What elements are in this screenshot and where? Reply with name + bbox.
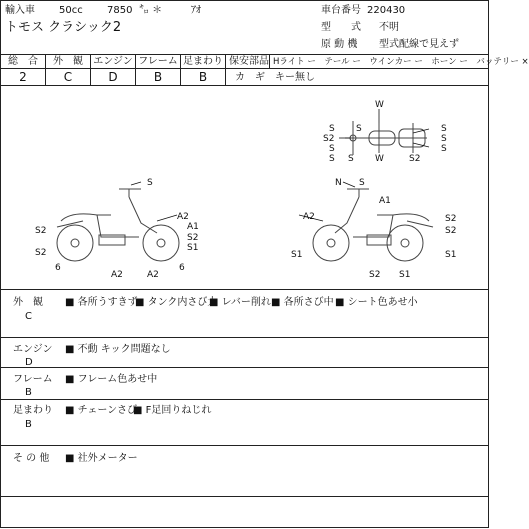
mark: A1 [379,196,391,206]
section-engine-label: エンジン [13,344,53,355]
parts-label: 保安部品 [229,56,269,67]
right-view-marks [291,178,456,280]
mark: S2 [409,154,421,164]
mark: S [441,144,447,154]
type-value: 不明 [379,22,399,33]
mark: S [441,124,447,134]
grade-table-top-line [1,54,488,55]
mark: W [375,154,384,164]
parts-row1: Hライト ー テール ー ウインカー ー ホーン ー バッテリー × [273,57,529,67]
mark: A2 [303,212,315,222]
mark: S2 [35,248,47,258]
mark: A2 [147,270,159,280]
mark: 6 [55,263,61,273]
grade-engine-label: エンジン [93,56,133,67]
mark: S1 [399,270,411,280]
note: ■ チェーンさび [65,405,138,416]
damage-diagram [1,93,488,293]
note: ■ F足回りねじれ [133,405,212,416]
grade-exterior-value: C [63,70,73,84]
frame-no-label: 車台番号 [321,5,361,16]
grade-frame-value: B [153,70,163,84]
parts-mid-line [226,68,488,69]
mark: W [375,100,384,110]
section-line [1,337,488,338]
section-line [1,367,488,368]
grade-engine-value: D [108,70,118,84]
note: ■ シート色あせ小 [335,297,418,308]
section-line [1,289,488,290]
section-suspension-label: 足まわり [13,405,53,416]
grade-frame-label: フレーム [138,56,178,67]
note: ■ タンク内さび大 [135,297,218,308]
frame-no-value: 220430 [367,5,406,16]
section-suspension-grade: B [25,419,32,430]
parts-row2: カ ギ キー無し [235,72,315,83]
mark: S2 [323,134,335,144]
mark: S [329,124,335,134]
engine-label: 原 動 機 [321,39,358,50]
note: ■ フレーム色あせ中 [65,374,158,385]
engine-value: 型式配線で見えず [379,39,459,50]
mark: S [329,144,335,154]
mark: A2 [177,212,189,222]
mark: S2 [35,226,47,236]
note: ■ 社外メーター [65,453,138,464]
grade-overall-label: 総 合 [8,56,38,67]
mileage-unit: ㌔ ＊ [139,5,163,16]
parts-divider [269,54,270,68]
note: ■ 各所うすきず [65,297,138,308]
mark: S1 [187,243,199,253]
mark: S [359,178,365,188]
section-frame-grade: B [25,387,32,398]
top-view-marks [323,100,447,164]
mark: 6 [179,263,185,273]
mark: N [335,178,342,188]
mark: S2 [445,214,457,224]
right-view-bike [313,189,433,261]
type-label: 型 式 [321,22,361,33]
grade-suspension-value: B [198,70,208,84]
mark: S [356,124,362,134]
grade-table-bottom-line [1,85,488,86]
mark: S2 [445,226,457,236]
vehicle-name: トモス クラシック2 [5,20,122,35]
mark: S [147,178,153,188]
grade-suspension-label: 足まわり [183,56,223,67]
section-other-label: そ の 他 [13,453,50,464]
mark: A1 [187,222,199,232]
mark: S2 [187,233,199,243]
mileage-value: 7850 [107,5,133,16]
section-line [1,445,488,446]
section-line [1,496,488,497]
mark: S [441,134,447,144]
left-view-bike [57,189,179,261]
section-line [1,399,488,400]
grade-overall-value: 2 [19,70,27,84]
model-code: ｱｵ [191,5,201,16]
mark: S [348,154,354,164]
mark: S1 [291,250,303,260]
section-engine-grade: D [25,357,33,368]
left-view-marks [35,178,199,280]
note: ■ 不動 キック問題なし [65,344,171,355]
section-exterior-label: 外 観 [13,297,43,308]
grade-exterior-label: 外 観 [53,56,83,67]
mark: S1 [445,250,457,260]
note: ■ レバー削れ [209,297,271,308]
grade-table-mid-line [1,68,226,69]
grade-divider [225,54,226,85]
import-label: 輸入車 [5,5,35,16]
note: ■ 各所さび中 [271,297,334,308]
mark: S [329,154,335,164]
section-exterior-grade: C [25,311,32,322]
mark: S2 [369,270,381,280]
displacement: 50cc [59,5,83,16]
section-frame-label: フレーム [13,374,53,385]
mark: A2 [111,270,123,280]
